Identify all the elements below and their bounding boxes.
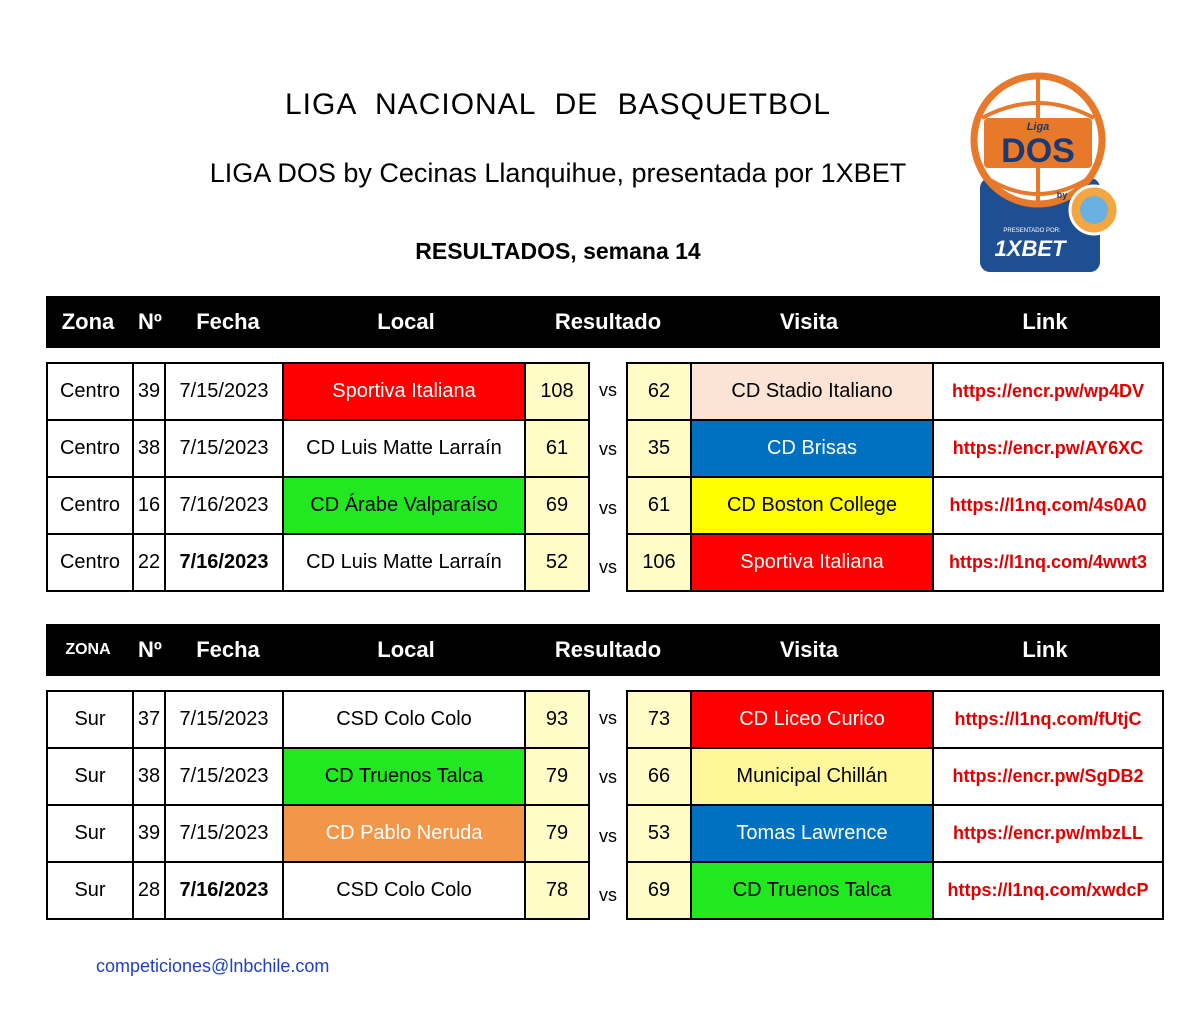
col-num: Nº bbox=[138, 637, 162, 662]
visita-score-cell: 62 bbox=[627, 363, 691, 420]
col-zona: Zona bbox=[61, 309, 115, 334]
page-title: LIGA NACIONAL DE BASQUETBOL bbox=[284, 88, 832, 121]
col-num: Nº bbox=[138, 309, 162, 334]
table-row bbox=[47, 748, 589, 805]
date-cell: 7/15/2023 bbox=[165, 748, 283, 805]
game-number-cell: 39 bbox=[133, 805, 165, 862]
liga-dos-logo bbox=[968, 68, 1120, 278]
game-number-cell: 28 bbox=[133, 862, 165, 919]
col-zona: ZONA bbox=[65, 641, 111, 658]
visita-score-cell: 66 bbox=[627, 748, 691, 805]
visita-team-cell: CD Boston College bbox=[691, 477, 933, 534]
results-table-sur-visita bbox=[626, 690, 1164, 920]
visita-score-cell: 73 bbox=[627, 691, 691, 748]
table-row bbox=[47, 420, 589, 477]
table-row bbox=[47, 691, 589, 748]
local-team-cell: CD Luis Matte Larraín bbox=[283, 420, 525, 477]
table-header-sur bbox=[46, 624, 1160, 676]
game-number-cell: 37 bbox=[133, 691, 165, 748]
visita-score-cell: 35 bbox=[627, 420, 691, 477]
results-week-heading: RESULTADOS, semana 14 bbox=[415, 238, 701, 264]
results-table-sur-local bbox=[46, 690, 590, 920]
svg-text:by: by bbox=[1056, 190, 1068, 200]
link-cell[interactable]: https://l1nq.com/fUtjC bbox=[933, 691, 1163, 748]
game-number-cell: 16 bbox=[133, 477, 165, 534]
visita-score-cell: 69 bbox=[627, 862, 691, 919]
table-row bbox=[47, 363, 589, 420]
page-subtitle: LIGA DOS by Cecinas Llanquihue, presentada por 1XBET bbox=[209, 158, 907, 188]
game-number-cell: 39 bbox=[133, 363, 165, 420]
local-score-cell: 61 bbox=[525, 420, 589, 477]
date-cell: 7/16/2023 bbox=[165, 477, 283, 534]
zona-cell: Sur bbox=[47, 748, 133, 805]
col-resultado: Resultado bbox=[554, 637, 662, 662]
vs-label: vs bbox=[599, 826, 617, 846]
svg-text:Liga: Liga bbox=[1026, 121, 1050, 133]
date-cell: 7/15/2023 bbox=[165, 805, 283, 862]
date-cell: 7/16/2023 bbox=[165, 862, 283, 919]
svg-text:1XBET: 1XBET bbox=[994, 236, 1066, 261]
local-score-cell: 78 bbox=[525, 862, 589, 919]
visita-score-cell: 61 bbox=[627, 477, 691, 534]
local-score-cell: 69 bbox=[525, 477, 589, 534]
table-row bbox=[627, 748, 1163, 805]
date-cell: 7/15/2023 bbox=[165, 420, 283, 477]
col-local: Local bbox=[377, 309, 435, 334]
visita-team-cell: CD Brisas bbox=[691, 420, 933, 477]
vs-label: vs bbox=[599, 767, 617, 787]
game-number-cell: 38 bbox=[133, 748, 165, 805]
col-fecha: Fecha bbox=[196, 637, 260, 662]
visita-score-cell: 53 bbox=[627, 805, 691, 862]
local-score-cell: 79 bbox=[525, 748, 589, 805]
link-cell[interactable]: https://encr.pw/mbzLL bbox=[933, 805, 1163, 862]
col-visita: Visita bbox=[779, 309, 839, 334]
vs-label: vs bbox=[599, 439, 617, 459]
link-cell[interactable]: https://encr.pw/wp4DV bbox=[933, 363, 1163, 420]
col-local: Local bbox=[377, 637, 435, 662]
table-row bbox=[627, 420, 1163, 477]
col-visita: Visita bbox=[779, 637, 839, 662]
local-team-cell: CD Luis Matte Larraín bbox=[283, 534, 525, 591]
zona-cell: Sur bbox=[47, 691, 133, 748]
vs-label: vs bbox=[599, 885, 617, 905]
col-link: Link bbox=[1022, 637, 1068, 662]
table-header-centro bbox=[46, 296, 1160, 348]
col-link: Link bbox=[1022, 309, 1068, 334]
table-row bbox=[627, 363, 1163, 420]
visita-team-cell: Tomas Lawrence bbox=[691, 805, 933, 862]
vs-label: vs bbox=[599, 380, 617, 400]
link-cell[interactable]: https://l1nq.com/xwdcP bbox=[933, 862, 1163, 919]
zona-cell: Centro bbox=[47, 477, 133, 534]
game-number-cell: 38 bbox=[133, 420, 165, 477]
date-cell: 7/15/2023 bbox=[165, 363, 283, 420]
table-row bbox=[47, 477, 589, 534]
local-team-cell: CSD Colo Colo bbox=[283, 862, 525, 919]
link-cell[interactable]: https://encr.pw/SgDB2 bbox=[933, 748, 1163, 805]
table-row bbox=[47, 862, 589, 919]
table-row bbox=[627, 477, 1163, 534]
table-row bbox=[627, 805, 1163, 862]
zona-cell: Sur bbox=[47, 862, 133, 919]
local-team-cell: CD Truenos Talca bbox=[283, 748, 525, 805]
col-fecha: Fecha bbox=[196, 309, 260, 334]
local-score-cell: 79 bbox=[525, 805, 589, 862]
vs-label: vs bbox=[599, 557, 617, 577]
zona-cell: Centro bbox=[47, 534, 133, 591]
col-resultado: Resultado bbox=[554, 309, 662, 334]
vs-label: vs bbox=[599, 708, 617, 728]
date-cell: 7/16/2023 bbox=[165, 534, 283, 591]
table-row bbox=[627, 862, 1163, 919]
local-team-cell: Sportiva Italiana bbox=[283, 363, 525, 420]
visita-team-cell: CD Liceo Curico bbox=[691, 691, 933, 748]
results-table-centro-visita bbox=[626, 362, 1164, 592]
date-cell: 7/15/2023 bbox=[165, 691, 283, 748]
table-row bbox=[627, 534, 1163, 591]
contact-email[interactable]: competiciones@lnbchile.com bbox=[96, 956, 330, 976]
local-score-cell: 52 bbox=[525, 534, 589, 591]
link-cell[interactable]: https://l1nq.com/4wwt3 bbox=[933, 534, 1163, 591]
game-number-cell: 22 bbox=[133, 534, 165, 591]
table-row bbox=[47, 805, 589, 862]
zona-cell: Sur bbox=[47, 805, 133, 862]
link-cell[interactable]: https://l1nq.com/4s0A0 bbox=[933, 477, 1163, 534]
local-team-cell: CD Pablo Neruda bbox=[283, 805, 525, 862]
svg-text:DOS: DOS bbox=[1001, 132, 1075, 170]
visita-team-cell: CD Stadio Italiano bbox=[691, 363, 933, 420]
results-table-centro-local bbox=[46, 362, 590, 592]
vs-label: vs bbox=[599, 498, 617, 518]
visita-team-cell: CD Truenos Talca bbox=[691, 862, 933, 919]
visita-score-cell: 106 bbox=[627, 534, 691, 591]
local-team-cell: CD Árabe Valparaíso bbox=[283, 477, 525, 534]
local-score-cell: 108 bbox=[525, 363, 589, 420]
zona-cell: Centro bbox=[47, 420, 133, 477]
zona-cell: Centro bbox=[47, 363, 133, 420]
table-row bbox=[47, 534, 589, 591]
link-cell[interactable]: https://encr.pw/AY6XC bbox=[933, 420, 1163, 477]
local-score-cell: 93 bbox=[525, 691, 589, 748]
local-team-cell: CSD Colo Colo bbox=[283, 691, 525, 748]
svg-text:PRESENTADO POR:: PRESENTADO POR: bbox=[1003, 228, 1061, 234]
visita-team-cell: Sportiva Italiana bbox=[691, 534, 933, 591]
visita-team-cell: Municipal Chillán bbox=[691, 748, 933, 805]
table-row bbox=[627, 691, 1163, 748]
